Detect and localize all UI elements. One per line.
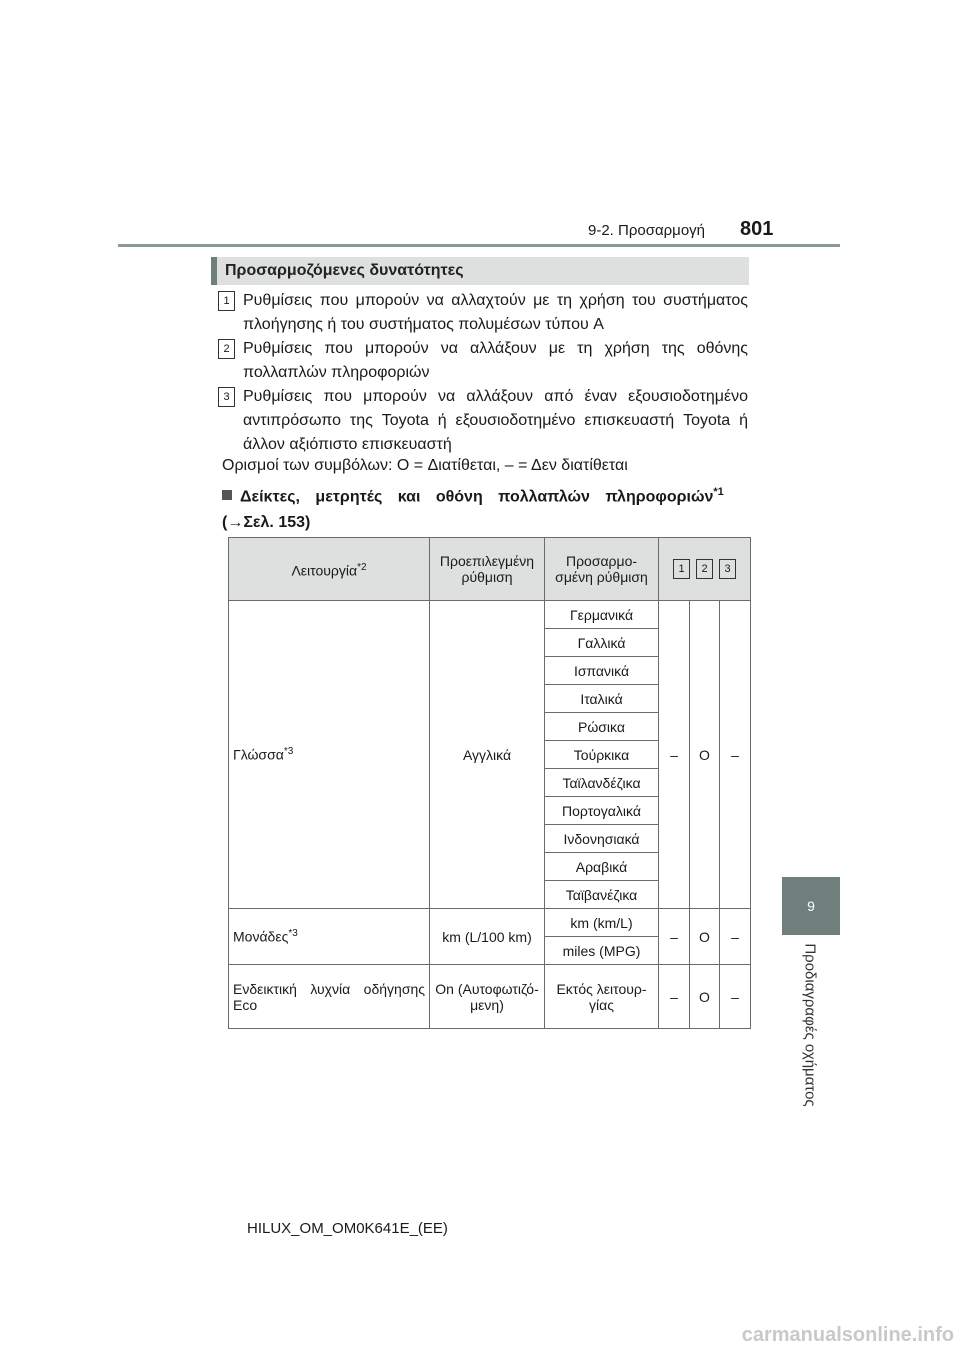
- subheading-text: Δείκτες, μετρητές και οθόνη πολλαπλών πληροφοριών: [240, 488, 714, 506]
- cell-option: miles (MPG): [545, 937, 659, 965]
- subheading: [222, 479, 750, 536]
- item-number: 1: [218, 291, 235, 311]
- method-3-icon: 3: [719, 559, 736, 579]
- page-reference: (→Σελ. 153): [222, 514, 311, 532]
- table-row: [229, 965, 751, 1029]
- watermark: carmanualsonline.info: [741, 1324, 954, 1346]
- cell-option: Ταϊλανδέζικα: [545, 769, 659, 797]
- table-row: [229, 909, 751, 937]
- item-text: Ρυθμίσεις που μπορούν να αλλάξουν με τη χρήση της οθόνης πολλαπλών πληροφοριών: [243, 340, 748, 381]
- method-2-icon: 2: [696, 559, 713, 579]
- cell-c3: –: [720, 601, 751, 909]
- item-number: 2: [218, 339, 235, 359]
- cell-function: Γλώσσα$^{*3}$: [229, 601, 430, 909]
- cell-default: km (L/100 km): [430, 909, 545, 965]
- cell-option: Αραβικά: [545, 853, 659, 881]
- list-item: [218, 385, 748, 457]
- header-function: Λειτουργία$^{*2}$: [229, 538, 430, 601]
- list-item: [218, 337, 748, 385]
- cell-c1: –: [659, 909, 690, 965]
- section-title-bar: [211, 257, 749, 285]
- cell-c1: –: [659, 965, 690, 1029]
- cell-option: Γαλλικά: [545, 629, 659, 657]
- cell-option: Ρώσικα: [545, 713, 659, 741]
- item-text: Ρυθμίσεις που μπορούν να αλλάξουν από έναν εξουσιοδοτημένο αντιπρόσωπο της Toyota ή εξουσιοδοτημένο επισκευαστή Toyota ή άλλον αξιόπιστο επισκευαστή: [243, 388, 748, 453]
- cell-c3: –: [720, 909, 751, 965]
- method-1-icon: 1: [673, 559, 690, 579]
- footer-doc-code: HILUX_OM_OM0K641E_(EE): [247, 1220, 448, 1237]
- settings-table: [228, 537, 751, 1029]
- table-row: [229, 601, 751, 629]
- item-number: 3: [218, 387, 235, 407]
- cell-option: km (km/L): [545, 909, 659, 937]
- square-bullet-icon: [222, 490, 232, 500]
- header-custom: Προσαρμο-σμένη ρύθμιση: [545, 538, 659, 601]
- cell-option: Τούρκικα: [545, 741, 659, 769]
- subheading-footnote: *1: [713, 486, 724, 498]
- chapter-tab: [782, 877, 840, 935]
- cell-option: Ιταλικά: [545, 685, 659, 713]
- section-title: Προσαρμοζόμενες δυνατότητες: [225, 262, 464, 279]
- table-header-row: [229, 538, 751, 601]
- cell-c2: O: [690, 965, 720, 1029]
- cell-c2: O: [690, 601, 720, 909]
- cell-option: Ινδονησιακά: [545, 825, 659, 853]
- cell-option: Εκτός λειτουρ-γίας: [545, 965, 659, 1029]
- chapter-number: 9: [807, 898, 815, 914]
- chapter-label-wrapper: [800, 940, 820, 1110]
- cell-function: Μονάδες$^{*3}$: [229, 909, 430, 965]
- cell-default: Αγγλικά: [430, 601, 545, 909]
- header-methods: [659, 538, 751, 601]
- cell-option: Ισπανικά: [545, 657, 659, 685]
- header-divider: [118, 244, 840, 247]
- cell-function: Ενδεικτική λυχνία οδήγησης Eco: [229, 965, 430, 1029]
- symbols-note: Ορισμοί των συμβόλων: O = Διατίθεται, – = Δεν διατίθεται: [222, 457, 628, 474]
- list-item: [218, 289, 748, 337]
- cell-default: On (Αυτοφωτιζό-μενη): [430, 965, 545, 1029]
- section-header: 9-2. Προσαρμογή: [588, 222, 706, 239]
- cell-option: Ταϊβανέζικα: [545, 881, 659, 909]
- page-number: 801: [740, 218, 774, 240]
- header-default: Προεπιλεγμένη ρύθμιση: [430, 538, 545, 601]
- cell-option: Γερμανικά: [545, 601, 659, 629]
- cell-c2: O: [690, 909, 720, 965]
- chapter-label: Προδιαγραφές οχήματος: [801, 943, 819, 1107]
- item-text: Ρυθμίσεις που μπορούν να αλλαχτούν με τη χρήση του συστήματος πλοήγησης ή του συστήματος πολυμέσων τύπου A: [243, 292, 748, 333]
- cell-c1: –: [659, 601, 690, 909]
- cell-option: Πορτογαλικά: [545, 797, 659, 825]
- cell-c3: –: [720, 965, 751, 1029]
- section-accent: [211, 257, 217, 285]
